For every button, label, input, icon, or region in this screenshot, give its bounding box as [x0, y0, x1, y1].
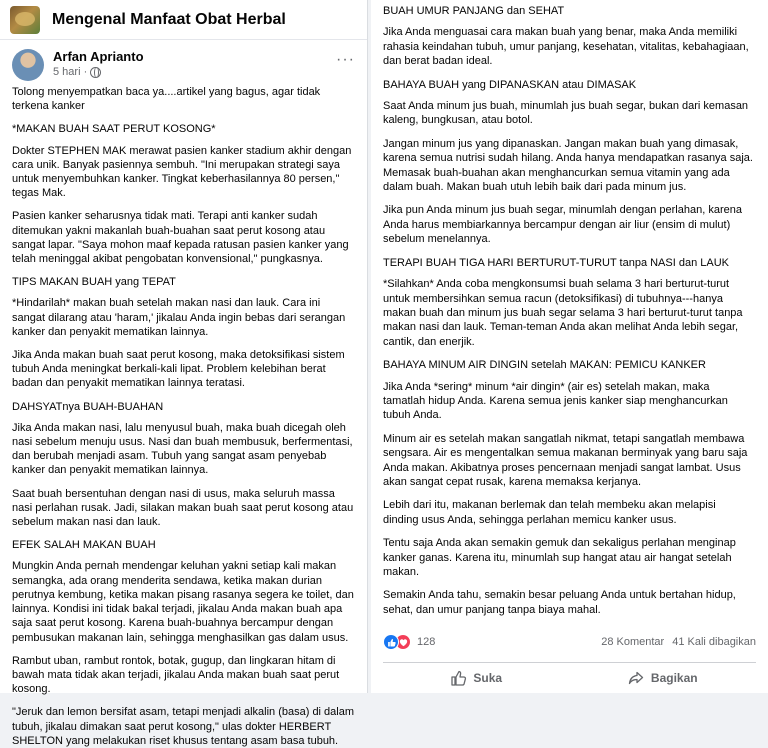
thumbs-up-icon [450, 670, 466, 686]
engagement-counts [601, 636, 756, 648]
paragraph: Dokter STEPHEN MAK merawat pasien kanker stadium akhir dengan cara unik. Banyak pasiennya sembuh. "Ini merupakan strategi saya untuk menyembuhkan kanker. Tingkat keberhasilannya 80 persen," tegas Mak. [12, 144, 352, 200]
post-actions [383, 662, 756, 692]
reactions-summary[interactable] [383, 634, 435, 650]
section-heading: BUAH UMUR PANJANG dan SEHAT [383, 5, 565, 17]
section-heading: EFEK SALAH MAKAN BUAH [12, 539, 156, 552]
section-heading: *MAKAN BUAH SAAT PERUT KOSONG* [12, 123, 216, 136]
paragraph: "Jeruk dan lemon bersifat asam, tetapi menjadi alkalin (basa) di dalam tubuh, jikalau dimakan saat perut kosong," ulas dokter HERBERT SHELTON yang melakukan riset khusus tentang asam basa tubuh. [12, 706, 355, 747]
reactions-count[interactable]: 128 [417, 636, 436, 648]
paragraph: Saat Anda minum jus buah, minumlah jus buah segar, bukan dari kemasan kaleng, bungkusan, atau botol. [383, 100, 749, 127]
section-heading: TERAPI BUAH TIGA HARI BERTURUT-TURUT tanpa NASI dan LAUK [383, 256, 729, 269]
paragraph: Mungkin Anda pernah mendengar keluhan yakni setiap kali makan semangka, ada orang menderita sendawa, ketika makan durian perutnya kembung, ketika makan pisang rasanya segera ke toilet, dan lainnya. Kondisi ini tidak bakal terjadi, jikalau Anda makan buah apa saja saat perut kosong. Karena buah-buahnya bercampur dengan pembusukan makanan lain, sehingga menghasilkan gas dalam usus. [12, 560, 354, 644]
share-button[interactable] [570, 663, 757, 693]
like-label: Suka [473, 670, 503, 685]
share-icon [628, 670, 644, 686]
comments-count[interactable]: 28 Komentar [601, 636, 665, 648]
section-heading: BAHAYA BUAH yang DIPANASKAN atau DIMASAK [383, 78, 637, 91]
paragraph: Pasien kanker seharusnya tidak mati. Terapi anti kanker sudah ditemukan yakni makanlah buah-buahan saat perut kosong atau sangat lapar. "Saya mohon maaf kepada ratusan pasien kanker yang telah meninggal akibat pengobatan konvensional," pungkasnya. [12, 210, 349, 266]
paragraph: Semakin Anda tahu, semakin besar peluang Anda untuk bertahan hidup, sehat, dan umur panjang tanpa biaya mahal. [383, 589, 736, 616]
author-name[interactable]: Arfan Aprianto [53, 49, 144, 64]
paragraph: Lebih dari itu, makanan berlemak dan telah membeku akan melapisi dinding usus Anda, sehingga perlahan memicu kanker usus. [383, 499, 716, 526]
group-thumbnail[interactable] [10, 6, 40, 34]
section-heading: BAHAYA MINUM AIR DINGIN setelah MAKAN: PEMICU KANKER [383, 359, 706, 372]
share-label: Bagikan [650, 670, 698, 685]
paragraph: *Hindarilah* makan buah setelah makan nasi dan lauk. Cara ini sangat dilarang atau 'haram,' jikalau Anda ingin bebas dari serangan kanker dan penyakit mematikan lainnya. [12, 297, 346, 338]
section-heading: DAHSYATnya BUAH-BUAHAN [12, 400, 164, 413]
paragraph: Saat buah bersentuhan dengan nasi di usus, maka seluruh massa nasi perlahan rusak. Jadi, silakan makan buah saat perut kosong atau sebelum makan nasi dan lauk. [12, 487, 354, 529]
paragraph: Minum air es setelah makan sangatlah nikmat, tetapi sangatlah membawa sengsara. Air es mengentalkan semua makanan berminyak yang baru saja Anda makan. Akibatnya proses pencernaan menjadi sangat lambat. Usus akan sangat cepat rusak, karena memaksa kerjanya. [383, 432, 748, 488]
more-options-icon[interactable]: ··· [336, 51, 355, 68]
paragraph: Jika Anda menguasai cara makan buah yang benar, maka Anda memiliki rahasia keindahan tubuh, umur panjang, kesehatan, vitalitas, kebahagiaan, dan berat badan ideal. [383, 26, 749, 68]
group-header [0, 0, 367, 40]
avatar[interactable] [12, 49, 44, 81]
paragraph: Jika Anda *sering* minum *air dingin* (air es) setelah makan, maka tamatlah hidup Anda. Karena semua jenis kanker siap menghancurkan tubuh Anda. [383, 380, 728, 422]
like-button[interactable] [383, 663, 570, 693]
paragraph: Jika pun Anda minum jus buah segar, minumlah dengan perlahan, karena Anda harus membiarkannya bercampur dengan air liur (ensim di mulut) sebelum menelannya. [383, 204, 742, 246]
post-body-right [371, 0, 768, 617]
paragraph: Tolong menyempatkan baca ya....artikel yang bagus, agar tidak terkena kanker [12, 86, 321, 113]
paragraph: Jika Anda makan buah saat perut kosong, maka detoksifikasi sistem tubuh Anda meningkat berkali-kali lipat. Problem kelebihan berat badan dan penyakit mematikan lainnya teratasi. [12, 349, 345, 390]
post-right-column [371, 0, 768, 693]
paragraph: Jika Anda makan nasi, lalu menyusul buah, maka buah dicegah oleh nasi sebelum menuju usus. Nasi dan buah membusuk, berfermentasi, dan berubah menjadi asam. Tubuh yang sangat asam penyebab kanker dan penyakit mematikan lainnya. [12, 421, 353, 477]
section-heading: TIPS MAKAN BUAH yang TEPAT [12, 276, 176, 289]
paragraph: Jangan minum jus yang dipanaskan. Jangan makan buah yang dimasak, karena semua nutrisi sudah hilang. Anda hanya mendapatkan rasanya saja. Memasak buah-buahan akan menghancurkan semua vitamin yang ada dalam buah. Makan buah utuh lebih baik dari pada minum jus. [383, 137, 753, 194]
post-body-left [0, 85, 367, 748]
paragraph: Rambut uban, rambut rontok, botak, gugup, dan lingkaran hitam di bawah mata tidak akan terjadi, jikalau Anda makan buah saat perut kosong. [12, 654, 340, 696]
post-left-column [0, 0, 368, 747]
author-block [53, 49, 144, 78]
post-time[interactable]: 5 hari · [53, 66, 88, 78]
shares-count[interactable]: 41 Kali dibagikan [672, 636, 756, 648]
paragraph: *Silahkan* Anda coba mengkonsumsi buah selama 3 hari berturut-turut untuk membersihkan semua racun (detoksifikasi) di tubuhnya---hanya makan buah dan minum jus buah segar selama 3 hari berturut-turut tanpa makan nasi dan lauk. Teman-teman Anda akan melihat Anda lebih segar, cantik, dan enerjik. [383, 278, 743, 348]
post-header [0, 40, 367, 85]
globe-icon [90, 67, 101, 78]
post-meta [53, 66, 144, 78]
group-title[interactable]: Mengenal Manfaat Obat Herbal [52, 10, 286, 28]
like-reaction-icon [383, 634, 399, 650]
paragraph: Tentu saja Anda akan semakin gemuk dan sekaligus perlahan menginap kanker ganas. Karena itu, minumlah sup hangat atau air hangat setelah makan. [383, 537, 736, 578]
post-stats [383, 631, 756, 653]
